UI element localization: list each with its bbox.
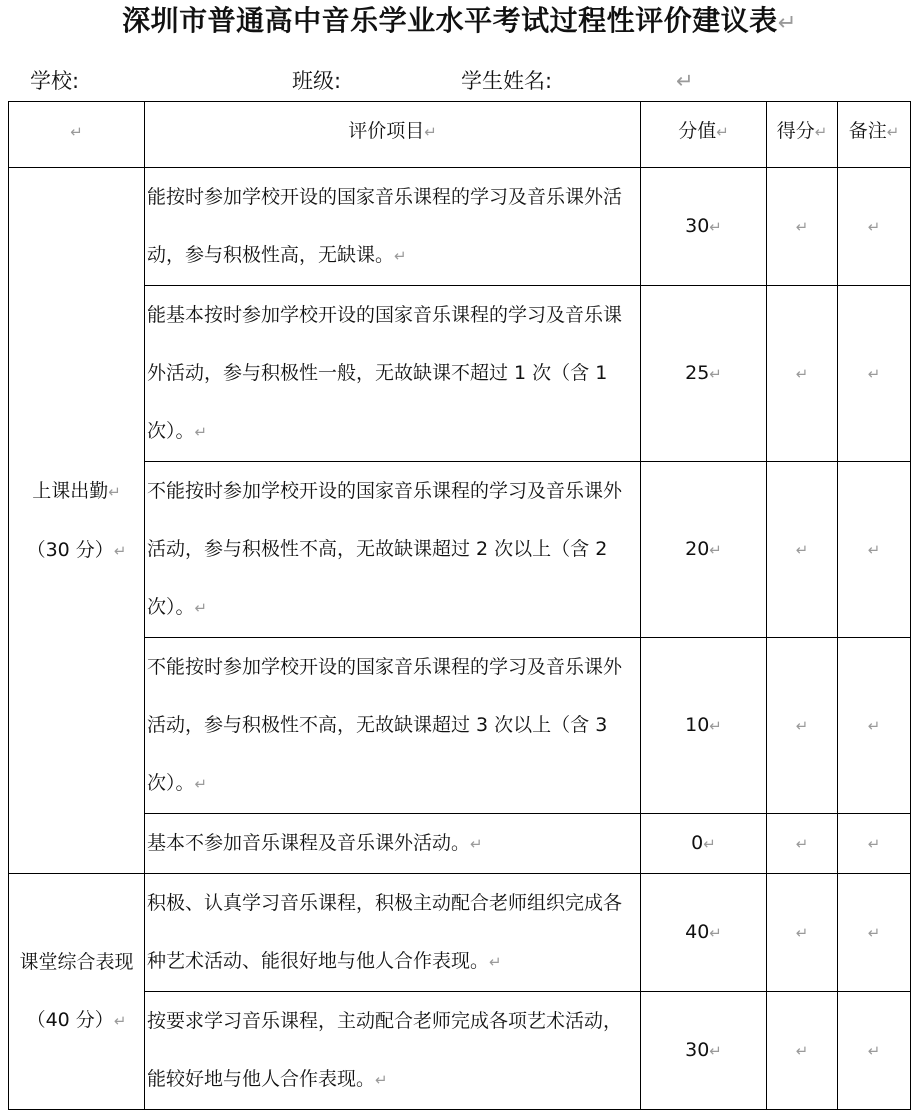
paragraph-mark-icon: ↵ bbox=[795, 924, 809, 942]
paragraph-mark-icon: ↵ bbox=[886, 123, 900, 141]
student-name-label: 学生姓名: bbox=[461, 69, 553, 93]
item-cell: 基本不参加音乐课程及音乐课外活动。↵ bbox=[145, 814, 641, 874]
earned-cell[interactable] bbox=[767, 992, 838, 1110]
remark-cell[interactable] bbox=[838, 874, 911, 992]
score-cell: 20↵ bbox=[641, 462, 767, 638]
paragraph-mark-icon: ↵ bbox=[709, 1042, 722, 1060]
paragraph-mark-icon: ↵ bbox=[113, 541, 127, 560]
earned-cell[interactable] bbox=[767, 462, 838, 638]
paragraph-mark-icon: ↵ bbox=[113, 1012, 127, 1030]
earned-cell[interactable] bbox=[767, 168, 838, 286]
paragraph-mark-icon: ↵ bbox=[814, 123, 828, 141]
paragraph-mark-icon: ↵ bbox=[867, 541, 881, 559]
remark-cell[interactable] bbox=[838, 286, 911, 462]
remark-cell[interactable] bbox=[838, 168, 911, 286]
table-row bbox=[9, 874, 911, 992]
paragraph-mark-icon: ↵ bbox=[867, 924, 881, 942]
paragraph-mark-icon: ↵ bbox=[795, 717, 809, 735]
header-category-cell: ↵ bbox=[9, 102, 145, 168]
item-cell: 不能按时参加学校开设的国家音乐课程的学习及音乐课外活动，参与积极性不高，无故缺课超过 3 次以上（含 3 次）。↵ bbox=[145, 638, 641, 814]
paragraph-mark-icon: ↵ bbox=[795, 835, 809, 853]
paragraph-mark-icon: ↵ bbox=[489, 953, 502, 971]
paragraph-mark-icon: ↵ bbox=[470, 835, 483, 853]
category-cell-class-performance: 课堂综合表现 （40 分）↵ bbox=[9, 874, 145, 1110]
table-row bbox=[9, 814, 911, 874]
category-cell-attendance: 上课出勤↵ （30 分）↵ bbox=[9, 168, 145, 874]
paragraph-mark-icon: ↵ bbox=[795, 541, 809, 559]
table-row bbox=[9, 462, 911, 638]
header-earned-cell: 得分↵ bbox=[767, 102, 838, 168]
paragraph-mark-icon: ↵ bbox=[795, 1042, 809, 1060]
school-label: 学校: bbox=[30, 69, 80, 93]
table-row bbox=[9, 168, 911, 286]
paragraph-mark-icon: ↵ bbox=[424, 123, 437, 141]
paragraph-mark-icon: ↵ bbox=[709, 365, 722, 383]
earned-cell[interactable] bbox=[767, 814, 838, 874]
remark-cell[interactable] bbox=[838, 814, 911, 874]
document-title bbox=[0, 0, 919, 46]
paragraph-mark-icon: ↵ bbox=[777, 10, 797, 36]
table-row bbox=[9, 638, 911, 814]
paragraph-mark-icon: ↵ bbox=[867, 218, 881, 236]
paragraph-mark-icon: ↵ bbox=[709, 218, 722, 236]
item-cell: 不能按时参加学校开设的国家音乐课程的学习及音乐课外活动，参与积极性不高，无故缺课超过 2 次以上（含 2 次）。↵ bbox=[145, 462, 641, 638]
item-cell: 能基本按时参加学校开设的国家音乐课程的学习及音乐课外活动，参与积极性一般，无故缺课不超过 1 次（含 1 次）。↵ bbox=[145, 286, 641, 462]
paragraph-mark-icon: ↵ bbox=[867, 835, 881, 853]
paragraph-mark-icon: ↵ bbox=[867, 365, 881, 383]
earned-cell[interactable] bbox=[767, 874, 838, 992]
item-cell: 能按时参加学校开设的国家音乐课程的学习及音乐课外活动，参与积极性高，无缺课。↵ bbox=[145, 168, 641, 286]
paragraph-mark-icon: ↵ bbox=[795, 365, 809, 383]
remark-cell[interactable] bbox=[838, 638, 911, 814]
earned-cell[interactable] bbox=[767, 638, 838, 814]
paragraph-mark-icon: ↵ bbox=[108, 482, 121, 501]
paragraph-mark-icon: ↵ bbox=[194, 599, 208, 617]
score-cell: 0↵ bbox=[641, 814, 767, 874]
earned-cell[interactable] bbox=[767, 286, 838, 462]
item-cell: 积极、认真学习音乐课程，积极主动配合老师组织完成各种艺术活动、能很好地与他人合作表现。↵ bbox=[145, 874, 641, 992]
score-cell: 10↵ bbox=[641, 638, 767, 814]
paragraph-mark-icon: ↵ bbox=[867, 1042, 881, 1060]
paragraph-mark-icon: ↵ bbox=[194, 423, 208, 441]
class-label: 班级: bbox=[292, 69, 342, 93]
header-remark-cell: 备注↵ bbox=[838, 102, 911, 168]
paragraph-mark-icon: ↵ bbox=[795, 218, 809, 236]
table-row bbox=[9, 286, 911, 462]
paragraph-mark-icon: ↵ bbox=[676, 69, 694, 93]
paragraph-mark-icon: ↵ bbox=[867, 717, 881, 735]
title-text: 深圳市普通高中音乐学业水平考试过程性评价建议表 bbox=[122, 4, 778, 37]
paragraph-mark-icon: ↵ bbox=[709, 924, 722, 942]
paragraph-mark-icon: ↵ bbox=[709, 717, 722, 735]
score-cell: 25↵ bbox=[641, 286, 767, 462]
paragraph-mark-icon: ↵ bbox=[703, 835, 716, 853]
paragraph-mark-icon: ↵ bbox=[709, 541, 722, 559]
remark-cell[interactable] bbox=[838, 992, 911, 1110]
score-cell: 30↵ bbox=[641, 992, 767, 1110]
paragraph-mark-icon: ↵ bbox=[375, 1071, 388, 1089]
paragraph-mark-icon: ↵ bbox=[394, 247, 407, 265]
paragraph-mark-icon: ↵ bbox=[194, 775, 208, 793]
header-item-cell: 评价项目↵ bbox=[145, 102, 641, 168]
evaluation-table bbox=[8, 101, 911, 1110]
remark-cell[interactable] bbox=[838, 462, 911, 638]
table-header-row bbox=[9, 102, 911, 168]
score-cell: 40↵ bbox=[641, 874, 767, 992]
table-row bbox=[9, 992, 911, 1110]
item-cell: 按要求学习音乐课程，主动配合老师完成各项艺术活动，能较好地与他人合作表现。↵ bbox=[145, 992, 641, 1110]
score-cell: 30↵ bbox=[641, 168, 767, 286]
paragraph-mark-icon: ↵ bbox=[716, 123, 729, 141]
header-score-cell: 分值↵ bbox=[641, 102, 767, 168]
